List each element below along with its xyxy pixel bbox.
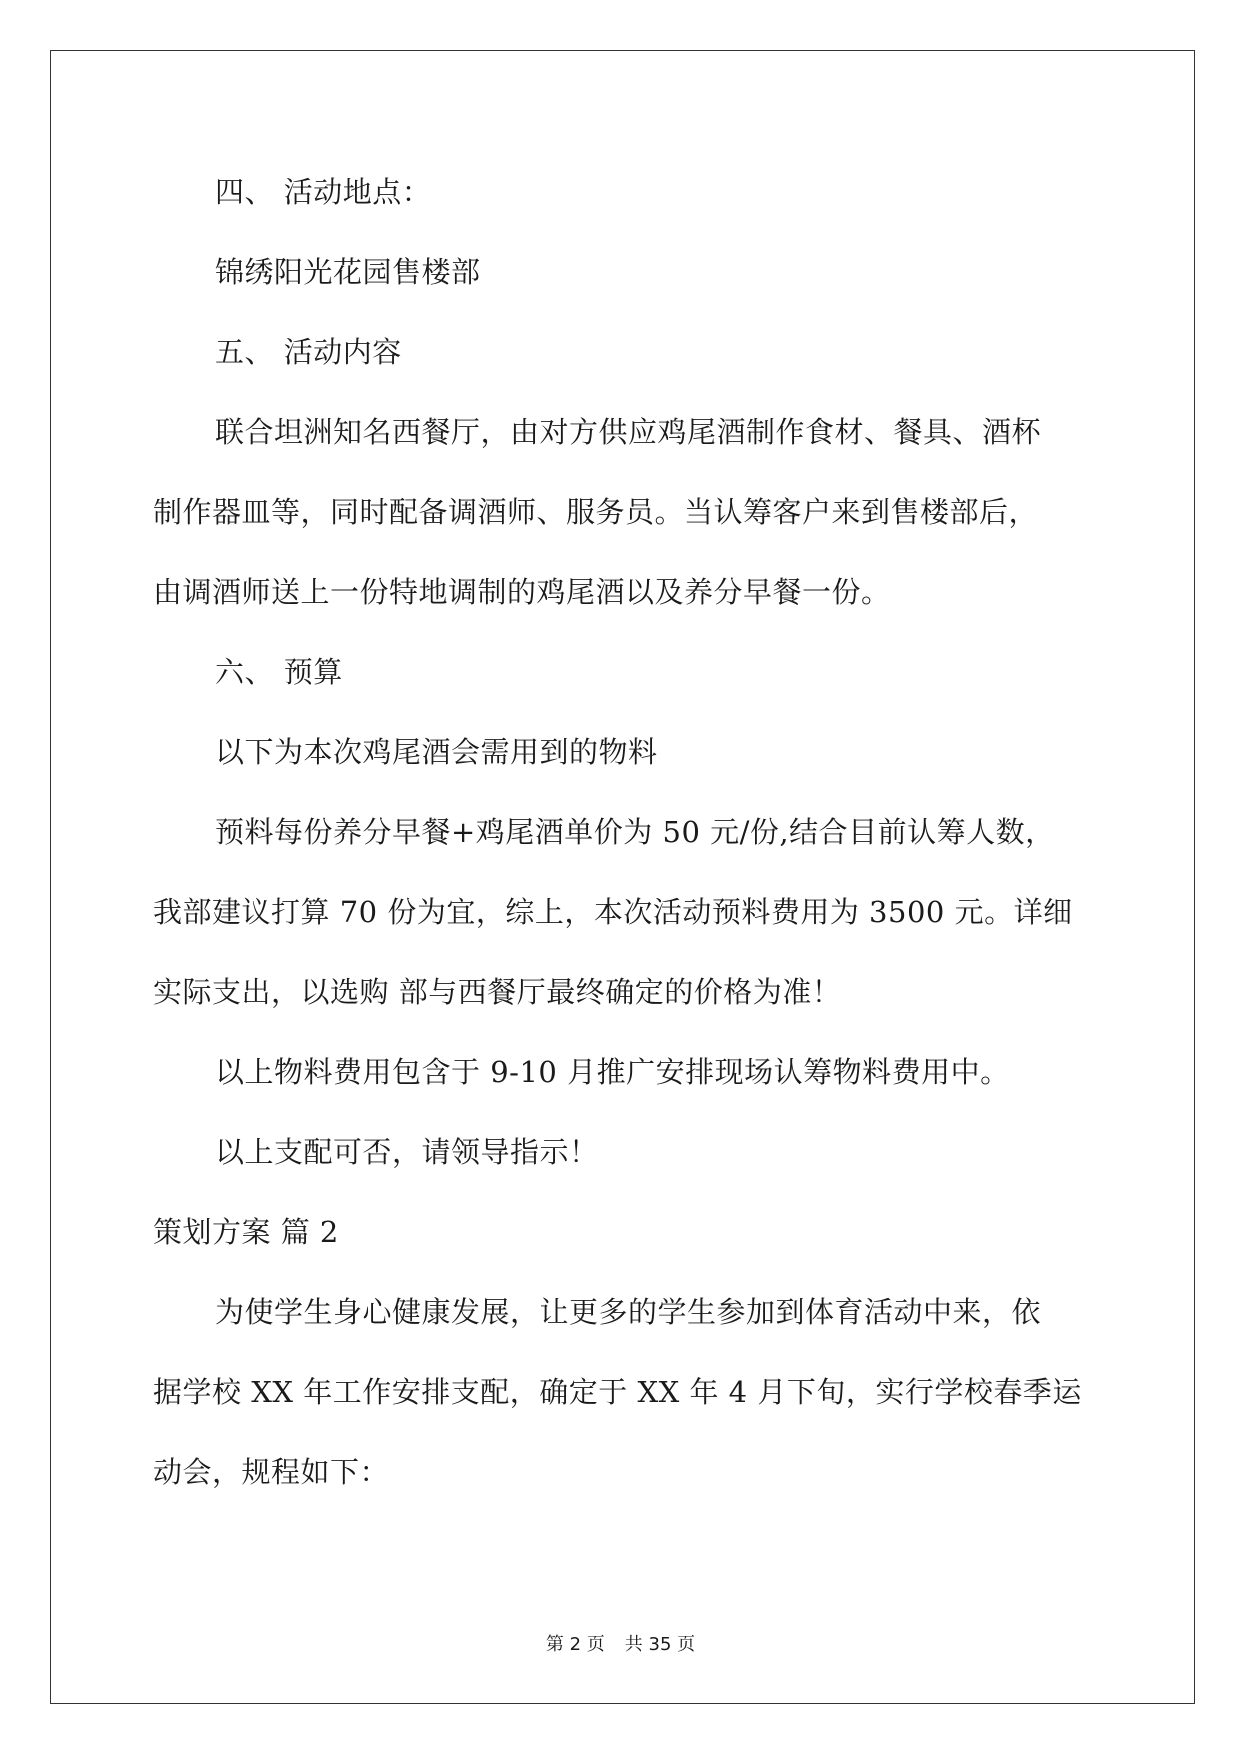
paragraph-line: 以上支配可否，请领导指示！ (215, 1135, 599, 1169)
page-footer (0, 1634, 1241, 1656)
paragraph-line: 动会，规程如下： (153, 1455, 390, 1489)
paragraph-line: 我部建议打算 70 份为宜，综上，本次活动预料费用为 3500 元。详细 (153, 895, 1073, 929)
paragraph-line: 由调酒师送上一份特地调制的鸡尾酒以及养分早餐一份。 (153, 575, 891, 609)
heading-content: 五、 活动内容 (215, 335, 402, 369)
paragraph-line: 制作器皿等，同时配备调酒师、服务员。当认筹客户来到售楼部后， (153, 495, 1039, 529)
heading-budget: 六、 预算 (215, 655, 343, 689)
paragraph-line: 预料每份养分早餐+鸡尾酒单价为 50 元/份,结合目前认筹人数， (215, 815, 1055, 849)
paragraph-line: 锦绣阳光花园售楼部 (215, 255, 481, 289)
paragraph-line: 为使学生身心健康发展，让更多的学生参加到体育活动中来，依 (215, 1295, 1042, 1329)
paragraph-line: 以上物料费用包含于 9-10 月推广安排现场认筹物料费用中。 (215, 1055, 1010, 1089)
heading-location: 四、 活动地点： (215, 175, 432, 209)
paragraph-line: 据学校 XX 年工作安排支配，确定于 XX 年 4 月下旬，实行学校春季运 (153, 1375, 1082, 1409)
paragraph-line: 以下为本次鸡尾酒会需用到的物料 (215, 735, 658, 769)
page-total: 共 35 页 (624, 1634, 696, 1655)
page-number: 第 2 页 (545, 1634, 605, 1655)
paragraph-line: 实际支出，以选购 部与西餐厅最终确定的价格为准！ (153, 975, 842, 1009)
paragraph-line: 联合坦洲知名西餐厅，由对方供应鸡尾酒制作食材、餐具、酒杯 (215, 415, 1042, 449)
section-title: 策划方案 篇 2 (153, 1215, 339, 1249)
